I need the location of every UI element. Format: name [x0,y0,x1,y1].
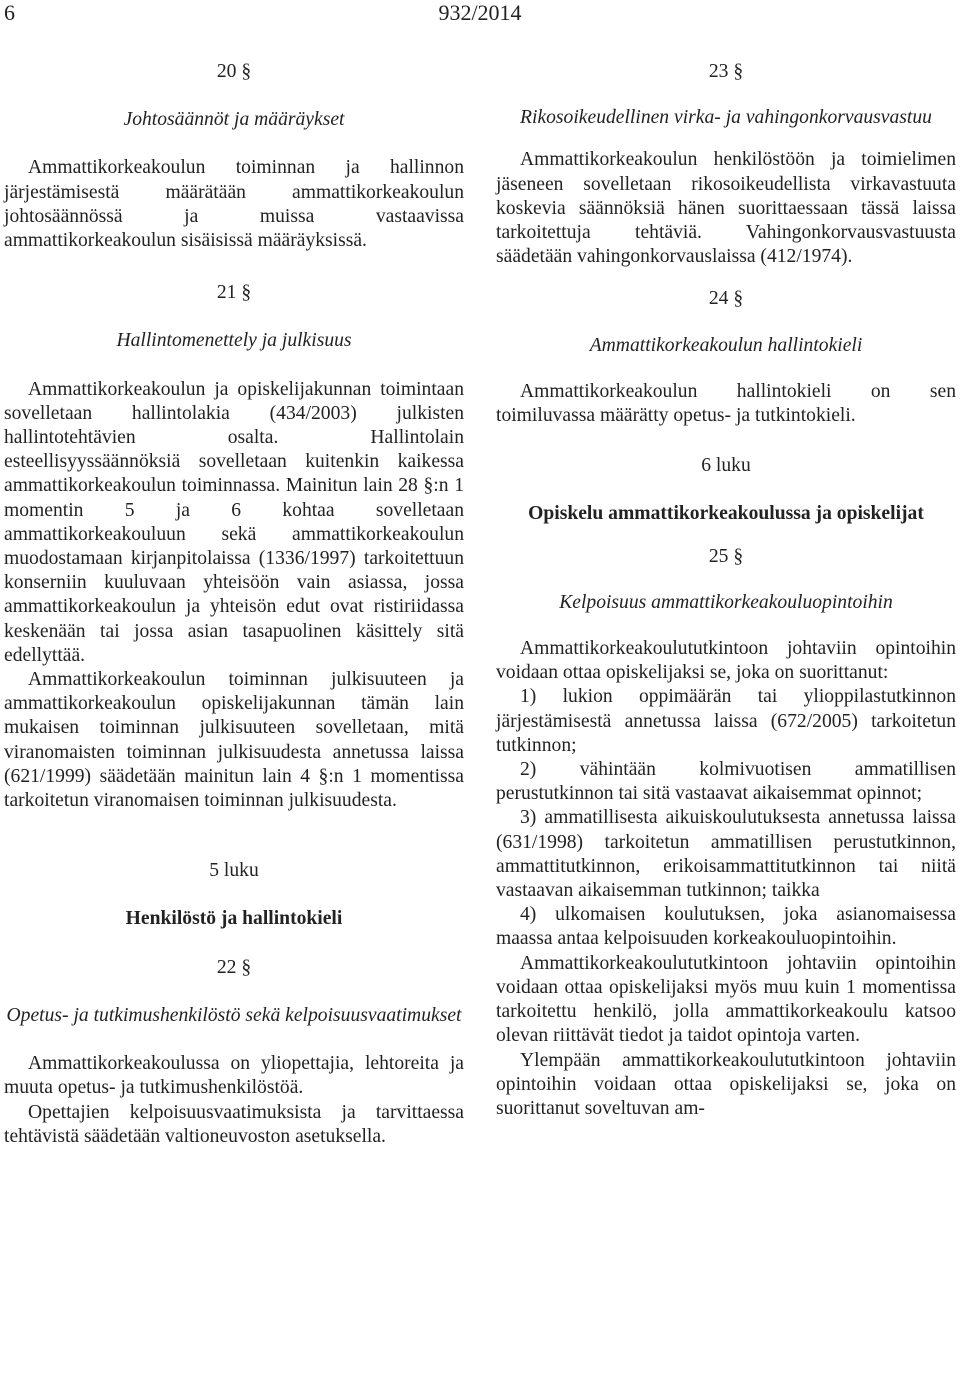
page-number: 6 [4,0,15,25]
section-title: Rikosoikeudellinen virka- ja vahingonkorvausvastuu [520,107,932,129]
paragraph: Ammattikorkeakoulun ja opiskelijakunnan toimintaan sovelletaan hallintolakia (434/2003) julkisten hallintotehtävien osalta. Hallintolain esteellisyyssäännöksiä sovelletaan kuitenkin kaikessa ammattikorkeakoulun toiminnassa. Mainitun lain 28 §:n 1 momentin 5 ja 6 kohtaa sovelletaan ammattikorkeakouluun sekä ammattikorkeakoulun muodostamaan kirjanpitolaissa (1336/1997) tarkoitettuun konserniin kuuluvaan yhteisöön vain asiassa, jossa ammattikorkeakoulun ja yhteisön edut ovat ristiriidassa keskenään tai jossa asian tasapuolinen käsittely sitä edellyttää. [4,378,464,666]
left-column [4,60,464,1149]
section-20 [4,60,464,253]
chapter-number: 6 luku [701,455,751,477]
page-header [0,0,960,28]
section-21 [4,281,464,813]
chapter-title: Opiskelu ammattikorkeakoulussa ja opiskelijat [528,503,924,525]
paragraph: Ammattikorkeakoulun toiminnan julkisuuteen ja ammattikorkeakoulun opiskelijakunnan tämän lain mukaisen toiminnan julkisuuteen sovelletaan, mitä viranomaisten toiminnan julkisuudesta annetussa laissa (621/1999) säädetään mainitun lain 4 §:n 1 momentissa tarkoitetun viranomaisen toiminnan julkisuudesta. [4,669,464,812]
paragraph: Ammattikorkeakoulun henkilöstöön ja toimielimen jäseneen sovelletaan rikosoikeudellista virkavastuuta koskevia säännöksiä hänen suorittaessaan tässä laissa tarkoitettuja tehtäviä. Vahingonkorvausvastuusta säädetään vahingonkorvauslaissa (412/1974). [496,149,956,268]
chapter-5-heading [4,859,464,931]
chapter-title: Henkilöstö ja hallintokieli [125,908,343,930]
list-item: 1) lukion oppimäärän tai ylioppilastutkinnon järjestämisestä annetussa laissa (672/2005) tarkoitetun tutkinnon; [496,686,956,756]
section-title: Opetus- ja tutkimushenkilöstö sekä kelpoisuusvaatimukset [6,1004,462,1026]
statute-number: 932/2014 [438,0,522,25]
paragraph: Opettajien kelpoisuusvaatimuksista ja tarvittaessa tehtävistä säädetään valtioneuvoston asetuksella. [4,1101,464,1147]
paragraph: Ammattikorkeakoulun hallintokieli on sen toimiluvassa määrätty opetus- ja tutkintokieli. [496,380,956,427]
right-column [496,60,956,1121]
list-item: 2) vähintään kolmivuotisen ammatillisen perustutkinnon tai sitä vastaavat aikaisemmat opinnot; [496,759,956,805]
section-number: 20 § [216,61,252,82]
section-number: 22 § [216,956,252,978]
paragraph: Ammattikorkeakoulun toiminnan ja hallinnon järjestämisestä määrätään ammattikorkeakoulun johtosäännössä ja muissa vastaavissa ammattikorkeakoulun sisäisissä määräyksissä. [4,157,464,252]
section-title: Hallintomenettely ja julkisuus [116,330,352,352]
section-number: 25 § [708,545,744,567]
section-number: 24 § [708,288,744,310]
section-22 [4,956,464,1149]
paragraph: Ylempään ammattikorkeakoulututkintoon johtaviin opintoihin voidaan ottaa opiskelijaksi se, joka on suorittanut soveltuvan am- [496,1049,956,1119]
list-item: 3) ammatillisesta aikuiskoulutuksesta annetussa laissa (631/1998) tarkoitetun ammatillisen perustutkinnon, ammattitutkinnon, erikoisammattitutkinnon tai niitä vastaavan aikaisemman tutkinnon; taikka [496,807,956,902]
section-number: 23 § [708,61,744,82]
paragraph: Ammattikorkeakoulututkintoon johtaviin opintoihin voidaan ottaa opiskelijaksi se, joka on suorittanut: [496,638,956,684]
section-title: Ammattikorkeakoulun hallintokieli [589,334,863,356]
chapter-number: 5 luku [209,860,259,882]
section-25 [496,545,956,1121]
section-24 [496,287,956,428]
paragraph: Ammattikorkeakoulututkintoon johtaviin opintoihin voidaan ottaa opiskelijaksi myös muu kuin 1 momentissa tarkoitettu henkilö, jolla ammattikorkeakoulu katsoo olevan riittävät tiedot ja taidot opintoja varten. [496,952,956,1047]
section-number: 21 § [216,282,252,304]
section-title: Kelpoisuus ammattikorkeakouluopintoihin [559,591,893,613]
list-item: 4) ulkomaisen koulutuksen, joka asianomaisessa maassa antaa kelpoisuuden korkeakouluopintoihin. [496,904,956,950]
section-23 [496,60,956,269]
paragraph: Ammattikorkeakoulussa on yliopettajia, lehtoreita ja muuta opetus- ja tutkimushenkilöstöä. [4,1053,464,1099]
section-title: Johtosäännöt ja määräykset [123,109,345,131]
chapter-6-heading [496,454,956,526]
